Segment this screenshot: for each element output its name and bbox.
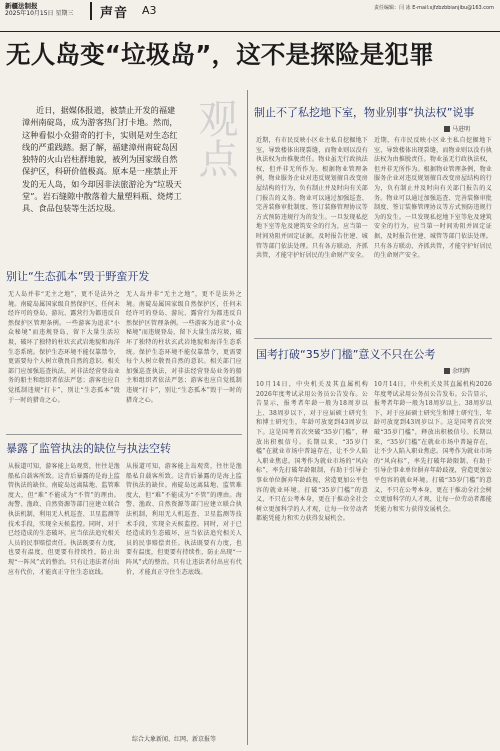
article-body-enforcement-2: [126, 462, 242, 724]
article-body-enforcement: [8, 462, 120, 732]
article-text-exam: 10月14日，中央机关及其直属机构2026年度考试录用公务员公告发布。公告显示，报考者年龄一般为18周岁以上、38周岁以下，对于应届硕士研究生和博士研究生，年龄可放宽到43周岁以下。这是国考首次突破“35岁门槛”，释放出积极信号。长期以来，“35岁门槛”在就业市场中普遍存在，让不少人陷入职业焦虑。国考作为就业市场的“风向标”，率先打破年龄限制，有助于引导企事业单位摒弃年龄歧视，营造更加公平包容的就业环境。打破“35岁门槛”的意义，不只在公考本身，更在于推动全社会树立更加科学的人才观，让每一位劳动者都能凭能力和实力获得发展机会。: [256, 381, 368, 523]
author-icon: [444, 126, 450, 132]
article-body-exam-2: [374, 380, 492, 720]
article-text-ecology-2: 无人岛并非“无主之地”，更不是法外之境。南碇岛属国家级自然保护区，任何未经许可的登岛、游玩、露营行为都违反自然保护区管理条例。一些游客为追求“小众秘境”而违规登岛，留下大量生活垃圾，破坏了独特的柱状玄武岩地貌和海洋生态系统。保护生态环境不能仅靠禁令，更需要每个人树立敬畏自然的意识。相关部门应加强巡查执法，对非法经营登岛业务的船主和组织者依法严惩；游客也应自觉抵制违规“打卡”，别让“生态孤本”毁于一时的猎奇之心。: [126, 291, 242, 404]
article-title-property: 制止不了私挖地下室，物业别事“执法权”说事: [254, 106, 475, 119]
column-divider: [247, 90, 248, 745]
section-rule-right: [254, 338, 492, 339]
lead-paragraph: 近日，据媒体报道，被禁止开发的福建漳州南碇岛，成为游客热门打卡地。然而，这种看似小众猎奇的打卡，实则是对生态红线的严重践踏。据了解，福建漳州南碇岛因独特的火山岩柱群地貌，被列为国家级自然保护区，科研价值极高。原本是一座禁止开发的无人岛，如今却因非法旅游沦为“垃圾天堂”。岩石缝隙中散落着大量塑料瓶、烧烤工具、食品包装等生活垃圾。: [22, 105, 182, 214]
paper-name: 新疆法制报: [5, 2, 38, 10]
section-divider: [90, 2, 92, 20]
article-body-property: [256, 136, 368, 332]
article-body-ecology-2: [126, 290, 242, 433]
author-property: [444, 124, 470, 133]
article-text-ecology: 无人岛并非“无主之地”，更不是法外之境。南碇岛属国家级自然保护区，任何未经许可的登岛、游玩、露营行为都违反自然保护区管理条例。一些游客为追求“小众秘境”而违规登岛，留下大量生活垃圾，破坏了独特的柱状玄武岩地貌和海洋生态系统。保护生态环境不能仅靠禁令，更需要每个人树立敬畏自然的意识。相关部门应加强巡查执法，对非法经营登岛业务的船主和组织者依法严惩；游客也应自觉抵制违规“打卡”，别让“生态孤本”毁于一时的猎奇之心。: [8, 291, 120, 404]
article-title-ecology: 别让“生态孤本”毁于野蛮开发: [6, 270, 150, 283]
author-exam: [444, 366, 470, 375]
author-name-exam: 余明辉: [452, 368, 471, 375]
author-icon: [444, 368, 450, 374]
section-rule-left: [6, 434, 242, 435]
article-text-exam-2: 10月14日，中央机关及其直属机构2026年度考试录用公务员公告发布。公告显示，报考者年龄一般为18周岁以上、38周岁以下，对于应届硕士研究生和博士研究生，年龄可放宽到43周岁以下。这是国考首次突破“35岁门槛”，释放出积极信号。长期以来，“35岁门槛”在就业市场中普遍存在，让不少人陷入职业焦虑。国考作为就业市场的“风向标”，率先打破年龄限制，有助于引导企事业单位摒弃年龄歧视，营造更加公平包容的就业环境。打破“35岁门槛”的意义，不只在公考本身，更在于推动全社会树立更加科学的人才观，让每一位劳动者都能凭能力和实力获得发展机会。: [374, 381, 492, 513]
article-text-property: 近期，有市民反映小区业主私自挖掘地下室，导致楼体出现裂缝，而物业则以没有执法权为由推脱责任。物业虽无行政执法权，但并非无所作为。根据物业管理条例，物业服务企业对违反规划擅自改变房屋结构的行为，负有制止并及时向有关部门报告的义务。物业可以通过加强巡查、完善装修审批制度、签订装修管理协议等方式预防违规行为的发生。一旦发现私挖地下室等危及建筑安全的行为，应当第一时间劝阻并固定证据，及时报告住建、城管等部门依法处理。只有各方联动、齐抓共管，才能守护好居民的生命财产安全。: [256, 137, 368, 260]
guan-watermark: 观点: [192, 98, 238, 178]
main-headline: 无人岛变“垃圾岛”，这不是探险是犯罪: [6, 40, 434, 69]
article-title-enforcement: 暴露了监管执法的缺位与执法空转: [6, 442, 171, 455]
masthead: [5, 3, 73, 17]
page-header: [0, 0, 500, 32]
article-text-property-2: 近期，有市民反映小区业主私自挖掘地下室，导致楼体出现裂缝，而物业则以没有执法权为由推脱责任。物业虽无行政执法权，但并非无所作为。根据物业管理条例，物业服务企业对违反规划擅自改变房屋结构的行为，负有制止并及时向有关部门报告的义务。物业可以通过加强巡查、完善装修审批制度、签订装修管理协议等方式预防违规行为的发生。一旦发现私挖地下室等危及建筑安全的行为，应当第一时间劝阻并固定证据，及时报告住建、城管等部门依法处理。只有各方联动、齐抓共管，才能守护好居民的生命财产安全。: [374, 137, 492, 260]
editor-info: 责任编辑：闫 冰 E-mail:xjfzbzbbianjibu@163.com: [374, 5, 494, 11]
article-text-enforcement: 从报道可知，游客能上岛观赏，往往是渔船私自载客所致。这背后暴露的是海上监管执法的缺位。南碇岛远离陆地、监管难度大，但“难”不能成为“不管”的理由。海警、渔政、自然资源等部门应建立联合执法机制，利用无人机巡查、卫星监测等技术手段，实现全天候监控。同时，对于已经造成的生态破坏，应当依法追究相关人员的民事赔偿责任。执法既要有力度，也要有温度，但更要有持续性，防止出现“一阵风”式的整治。只有让违法者付出应有代价，才能真正守住生态底线。: [8, 463, 120, 576]
author-name-property: 马进明: [452, 126, 471, 133]
article-body-property-2: [374, 136, 492, 332]
article-body-ecology: [8, 290, 120, 433]
article-title-exam: 国考打破“35岁门槛”意义不只在公考: [256, 348, 436, 361]
section-name: 声音: [100, 6, 129, 21]
article-body-exam: [256, 380, 368, 720]
source-credit: 综合大象新闻、红网、新京报等: [132, 736, 217, 743]
page-number: A3: [142, 4, 157, 17]
article-text-enforcement-2: 从报道可知，游客能上岛观赏，往往是渔船私自载客所致。这背后暴露的是海上监管执法的缺位。南碇岛远离陆地、监管难度大，但“难”不能成为“不管”的理由。海警、渔政、自然资源等部门应建立联合执法机制，利用无人机巡查、卫星监测等技术手段，实现全天候监控。同时，对于已经造成的生态破坏，应当依法追究相关人员的民事赔偿责任。执法既要有力度，也要有温度，但更要有持续性，防止出现“一阵风”式的整治。只有让违法者付出应有代价，才能真正守住生态底线。: [126, 463, 242, 576]
date-line: 2025年10月15日 星期三: [5, 10, 74, 17]
